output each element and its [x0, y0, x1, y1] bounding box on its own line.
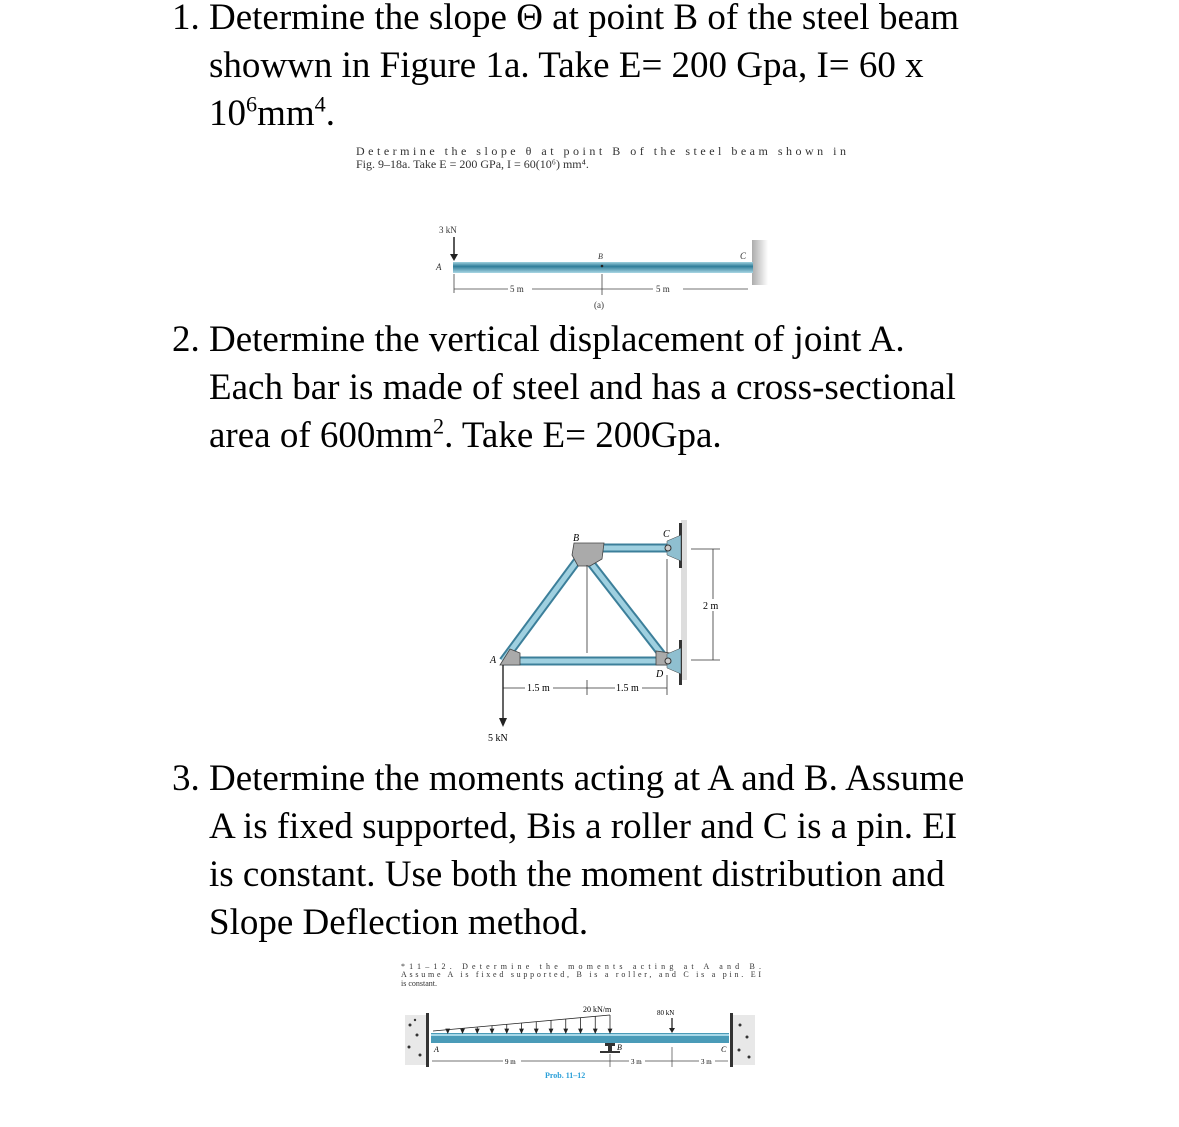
dimension-label: 3 m	[631, 1058, 642, 1066]
point-label-a: A	[434, 1045, 439, 1054]
arrowhead-icon	[461, 1029, 465, 1033]
figure-caption: Determine the slope θ at point B of the steel beam shown in	[356, 144, 846, 158]
point-label-a: A	[436, 262, 442, 272]
superscript: 2	[432, 413, 445, 439]
dimension-label: 3 m	[701, 1058, 712, 1066]
arrowhead-icon	[450, 254, 458, 261]
question-number: 1.	[172, 0, 200, 38]
dimension-label: 1.5 m	[616, 683, 639, 694]
dimension-label: 1.5 m	[527, 683, 550, 694]
question-text-line: showwn in Figure 1a. Take E= 200 Gpa, I= 60 x	[209, 45, 924, 86]
arrowhead-icon	[505, 1029, 509, 1033]
figure-caption: Fig. 9–18a. Take E = 200 GPa, I = 60(10⁶) mm⁴.	[356, 157, 589, 171]
point-label-b: B	[598, 252, 603, 261]
problem-label: Prob. 11–12	[545, 1071, 586, 1080]
text: area of 600mm	[209, 415, 433, 456]
dimension-label: 5 m	[510, 284, 524, 294]
point-label-c: C	[740, 251, 747, 261]
question-text-line: Slope Deflection method.	[209, 902, 589, 943]
dimension-label: 9 m	[505, 1058, 516, 1066]
question-text-line: A is fixed supported, Bis a roller and C is a pin. EI	[209, 806, 958, 847]
dimension-label: 5 m	[656, 284, 670, 294]
joint-label-a: A	[490, 655, 497, 666]
figure-caption: *11–12. Determine the moments acting at A and B.	[401, 962, 761, 971]
arrowhead-icon	[534, 1029, 538, 1033]
point-b-marker	[601, 265, 604, 268]
joint-label-c: C	[663, 529, 670, 540]
joint-label-b: B	[573, 533, 580, 544]
beam	[453, 262, 753, 273]
question-text-line: Determine the vertical displacement of joint A.	[209, 319, 905, 360]
arrowhead-icon	[499, 718, 507, 727]
figure-1-beam	[350, 140, 850, 310]
arrowhead-icon	[520, 1029, 524, 1033]
question-text-line: Determine the slope Θ at point B of the steel beam	[209, 0, 960, 38]
text: mm	[257, 93, 315, 134]
superscript: 6	[246, 91, 258, 117]
gusset-plate-b	[572, 543, 604, 566]
text: 10	[209, 93, 246, 134]
question-text-line	[209, 90, 335, 138]
point-label-c: C	[721, 1045, 727, 1054]
dimension-label: 2 m	[703, 601, 719, 612]
point-label-b: B	[617, 1043, 622, 1052]
load-label: 80 kN	[657, 1009, 675, 1017]
arrowhead-icon	[564, 1029, 568, 1033]
text: .	[325, 93, 335, 134]
arrowhead-icon	[549, 1029, 553, 1033]
pin-wall-right	[730, 1013, 755, 1067]
figure-2-truss	[470, 515, 740, 745]
question-text-line: Each bar is made of steel and has a cross-sectional	[209, 367, 956, 408]
load-label: 3 kN	[439, 225, 457, 235]
superscript: 4	[314, 91, 326, 117]
text: . Take E= 200Gpa.	[444, 415, 722, 456]
figure-caption: Assume A is fixed supported, B is a roller, and C is a pin. EI	[401, 970, 762, 979]
fixed-support	[752, 240, 768, 285]
question-number: 3.	[172, 758, 200, 799]
question-text-line: Determine the moments acting at A and B. Assume	[209, 758, 965, 799]
arrowhead-icon	[490, 1029, 494, 1033]
arrowhead-icon	[475, 1029, 479, 1033]
figure-subcaption: (a)	[594, 300, 604, 310]
fixed-wall-left	[405, 1013, 429, 1067]
question-text-line: is constant. Use both the moment distribution and	[209, 854, 945, 895]
arrowhead-icon	[669, 1028, 675, 1033]
dimension-lines	[454, 274, 748, 295]
load-label: 20 kN/m	[583, 1005, 612, 1014]
figure-caption: is constant.	[401, 979, 437, 988]
question-text-line	[209, 412, 722, 460]
arrowhead-icon	[446, 1029, 450, 1033]
arrowhead-icon	[608, 1029, 612, 1033]
arrowhead-icon	[593, 1029, 597, 1033]
joint-label-d: D	[656, 669, 664, 680]
arrowhead-icon	[579, 1029, 583, 1033]
distributed-load	[433, 1015, 612, 1033]
dimension-lines	[432, 1047, 728, 1067]
load-label: 5 kN	[488, 733, 508, 744]
question-number: 2.	[172, 319, 200, 360]
figure-3-beam	[395, 955, 775, 1085]
